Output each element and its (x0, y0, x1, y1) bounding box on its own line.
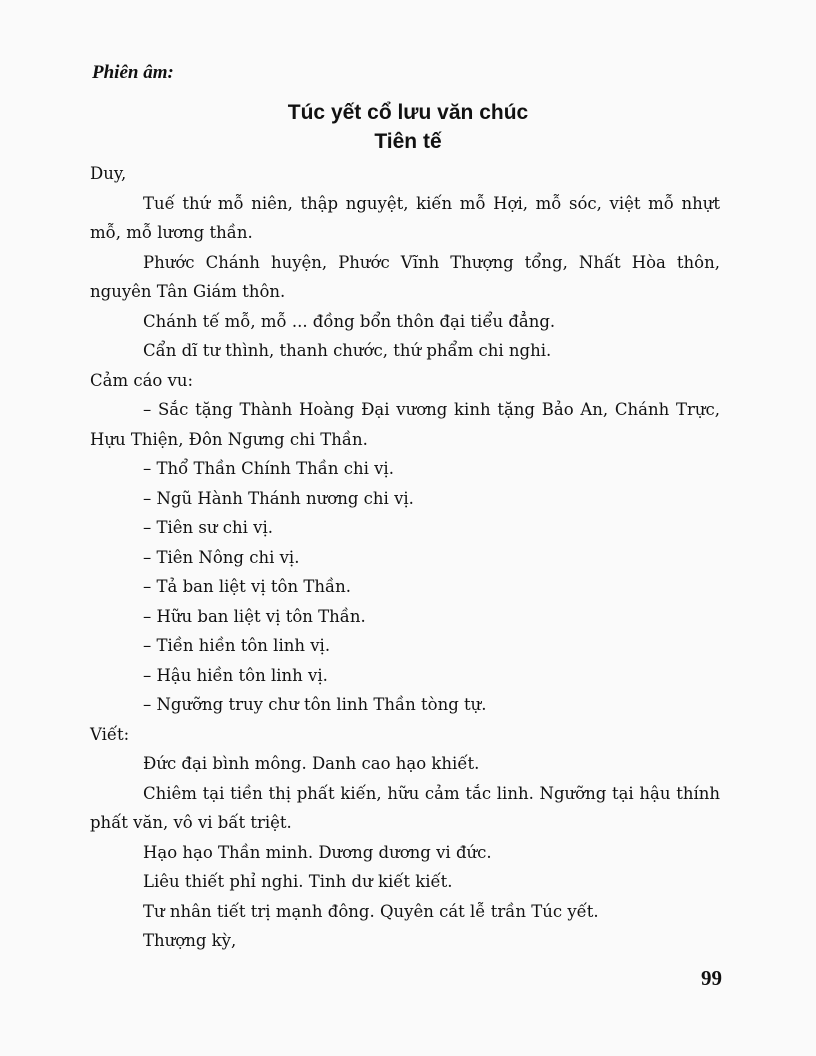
invocation-item: – Ngưỡng truy chư tôn linh Thần tòng tự. (143, 695, 487, 714)
closing-line: Tư nhân tiết trị mạnh đông. Quyên cát lễ trần Túc yết. (143, 901, 599, 921)
intro-paragraph: Chánh tế mỗ, mỗ ... đồng bổn thôn đại tiểu đẳng. (143, 311, 556, 331)
intro-paragraph: Cẩn dĩ tư thình, thanh chước, thứ phẩm chi nghi. (143, 341, 552, 360)
closing-line: Thượng kỳ, (143, 931, 237, 950)
invocation-item: – Hữu ban liệt vị tôn Thần. (143, 606, 366, 626)
invocation-header: Cảm cáo vu: (90, 370, 194, 390)
salutation: Duy, (90, 164, 127, 183)
closing-line: Chiêm tại tiền thị phất kiến, hữu cảm tắc linh. Ngưỡng tại hậu thính phất văn, vô vi bất triệt. (90, 783, 720, 832)
section-label: Phiên âm: (92, 62, 174, 83)
document-body (90, 159, 720, 956)
invocation-item: – Hậu hiền tôn linh vị. (143, 665, 328, 685)
closing-header: Viết: (90, 724, 130, 744)
page-number: 99 (701, 966, 722, 990)
invocation-item: – Tiền hiền tôn linh vị. (143, 636, 331, 655)
invocation-item: – Tả ban liệt vị tôn Thần. (143, 577, 351, 596)
invocation-item: – Ngũ Hành Thánh nương chi vị. (143, 488, 414, 508)
invocation-item: – Tiên sư chi vị. (143, 518, 273, 537)
intro-paragraph: Phước Chánh huyện, Phước Vĩnh Thượng tổng, Nhất Hòa thôn, nguyên Tân Giám thôn. (90, 252, 720, 301)
document-title: Túc yết cổ lưu văn chúc (287, 101, 529, 124)
document-subtitle: Tiên tế (374, 130, 442, 153)
closing-line: Liêu thiết phỉ nghi. Tinh dư kiết kiết. (143, 872, 453, 891)
invocation-item: – Tiên Nông chi vị. (143, 547, 300, 567)
invocation-item: – Thổ Thần Chính Thần chi vị. (143, 459, 394, 478)
invocation-item: – Sắc tặng Thành Hoàng Đại vương kinh tặng Bảo An, Chánh Trực, Hựu Thiện, Đôn Ngưng chi Thần. (90, 400, 720, 449)
closing-line: Đức đại bình mông. Danh cao hạo khiết. (143, 754, 480, 773)
intro-paragraph: Tuế thứ mỗ niên, thập nguyệt, kiến mỗ Hợi, mỗ sóc, việt mỗ nhựt mỗ, mỗ lương thần. (90, 193, 720, 242)
closing-line: Hạo hạo Thần minh. Dương dương vi đức. (143, 842, 492, 862)
